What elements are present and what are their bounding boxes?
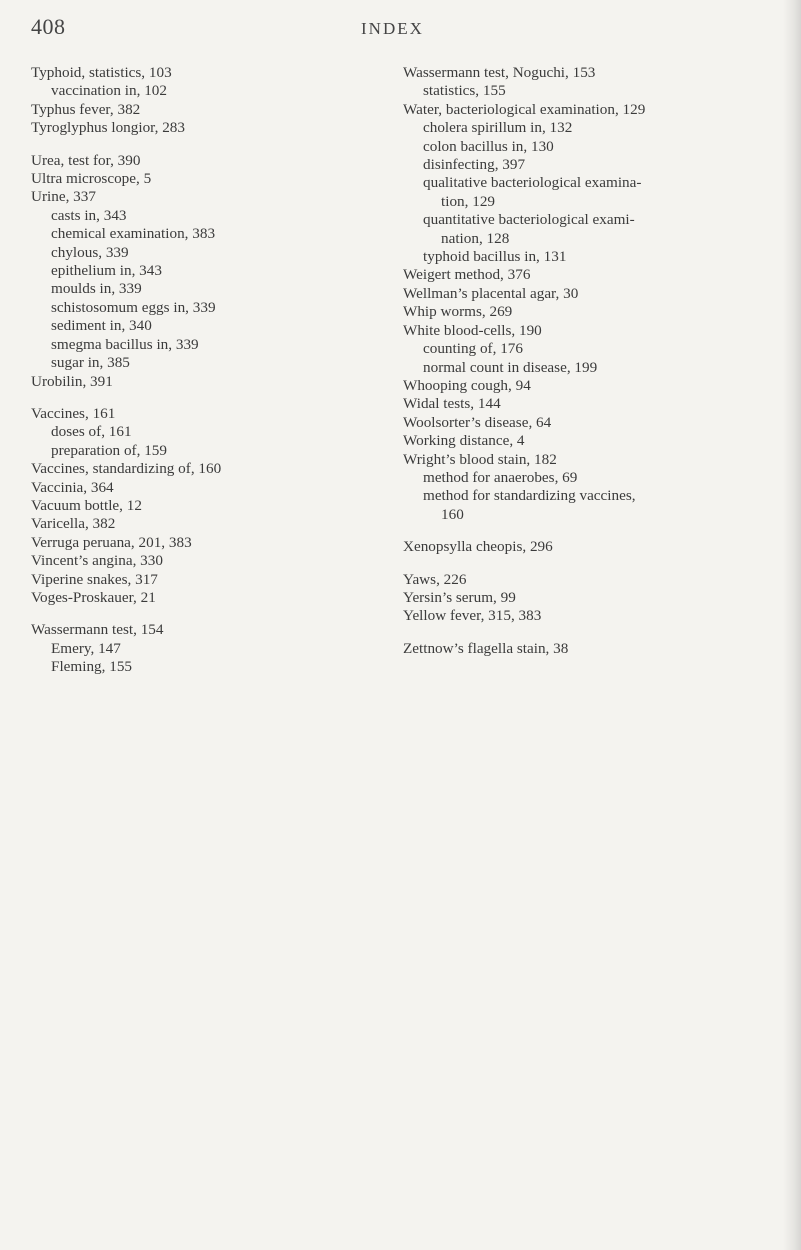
index-subentry: Fleming, 155 [51,658,133,676]
index-entry: Yellow fever, 315, 383 [403,607,542,625]
index-entry: Voges-Proskauer, 21 [31,588,156,606]
index-column-right [403,64,793,658]
index-entry: Widal tests, 144 [403,395,501,413]
index-entry: Whip worms, 269 [403,303,513,321]
index-entry-continuation: 160 [441,505,464,523]
index-entry: Weigert method, 376 [403,266,531,284]
index-entry: Wassermann test, Noguchi, 153 [403,64,596,81]
index-subentry: moulds in, 339 [51,280,142,298]
index-entry: Viperine snakes, 317 [31,570,158,588]
index-entry: Wellman’s placental agar, 30 [403,284,579,302]
index-subentry: schistosomum eggs in, 339 [51,298,216,316]
index-entry: Verruga peruana, 201, 383 [31,533,192,551]
index-subentry: Emery, 147 [51,639,121,657]
index-subentry: sugar in, 385 [51,354,130,372]
index-entry-continuation: nation, 128 [441,229,510,247]
index-subentry: chylous, 339 [51,243,129,261]
index-subentry: smegma bacillus in, 339 [51,335,199,353]
index-subentry: chemical examination, 383 [51,225,216,243]
index-column-left [31,64,371,677]
index-entry: Whooping cough, 94 [403,376,531,394]
index-entry: Vaccines, standardizing of, 160 [31,460,222,478]
index-entry: Wright’s blood stain, 182 [403,450,557,468]
index-entry: Urobilin, 391 [31,372,113,390]
index-subentry: method for standardizing vaccines, [423,487,636,505]
index-entry: Vaccinia, 364 [31,478,114,496]
index-entry: Xenopsylla cheopis, 296 [403,538,553,556]
index-subentry: preparation of, 159 [51,441,167,459]
index-entry: Water, bacteriological examination, 129 [403,100,646,118]
index-entry: Wassermann test, 154 [31,621,164,639]
index-subentry: cholera spirillum in, 132 [423,119,573,137]
index-entry: Zettnow’s flagella stain, 38 [403,639,569,657]
index-subentry: doses of, 161 [51,423,132,441]
running-head: INDEX [361,19,424,38]
index-entry: Vaccines, 161 [31,404,116,422]
index-subentry: counting of, 176 [423,340,523,358]
index-subentry: disinfecting, 397 [423,156,526,174]
index-entry: Working distance, 4 [403,432,525,450]
index-entry: Urine, 337 [31,188,96,206]
index-entry: Urea, test for, 390 [31,151,141,169]
index-entry: Vacuum bottle, 12 [31,496,142,514]
index-subentry: method for anaerobes, 69 [423,468,578,486]
index-subentry: colon bacillus in, 130 [423,137,554,155]
index-subentry: casts in, 343 [51,206,127,224]
index-entry: Woolsorter’s disease, 64 [403,413,552,431]
index-subentry: epithelium in, 343 [51,262,162,280]
index-entry: Tyroglyphus longior, 283 [31,119,185,137]
index-entry: Yaws, 226 [403,570,467,588]
index-entry: Typhoid, statistics, 103 [31,64,172,81]
index-subentry: qualitative bacteriological examina- [423,174,642,192]
index-entry: White blood-cells, 190 [403,321,542,339]
index-entry: Yersin’s serum, 99 [403,588,516,606]
index-entry: Typhus fever, 382 [31,100,141,118]
index-entry: Varicella, 382 [31,515,116,533]
index-subentry: statistics, 155 [423,82,506,100]
page-number: 408 [31,14,66,39]
page-edge-shadow [783,0,801,1250]
index-entry: Ultra microscope, 5 [31,170,152,188]
index-entry: Vincent’s angina, 330 [31,552,163,570]
index-subentry: typhoid bacillus in, 131 [423,248,567,266]
index-subentry: sediment in, 340 [51,317,152,335]
index-subentry: quantitative bacteriological exami- [423,211,635,229]
index-subentry: normal count in disease, 199 [423,358,598,376]
index-subentry: vaccination in, 102 [51,82,167,100]
index-entry-continuation: tion, 129 [441,192,496,210]
